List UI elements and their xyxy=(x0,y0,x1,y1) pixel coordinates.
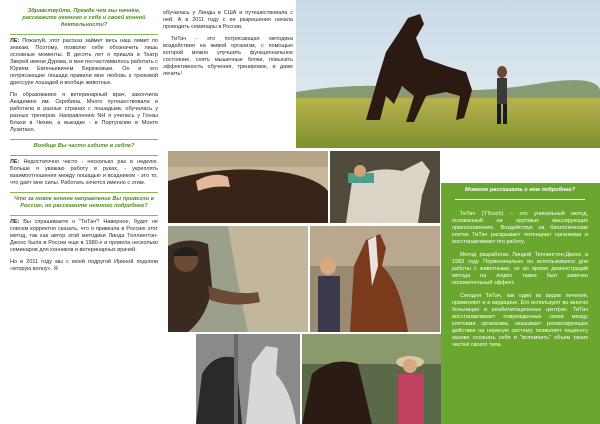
answer-text: Вы спрашиваете о "ТиТач"! Наверное, будет не совсем корректно сказать, что я привезла в Россию этот метод, так как автор этой методики Линда Теллингтон-Джонс была в России еще в 1980-х и провела несколько семинаров для конников и ветеринарных врачей. xyxy=(10,219,158,253)
answer-paragraph-4 xyxy=(10,219,158,254)
text-column-left xyxy=(10,8,158,278)
text-column-panel xyxy=(452,211,588,355)
divider xyxy=(10,215,158,216)
photo-white-horse xyxy=(330,151,440,223)
question-3: Что за новое конное направление Вы привезли в Россию, не расскажите немного подробнее? xyxy=(13,196,154,209)
answer-paragraph-5: Но в 2011 году мы с моей подругой Ириной подняли «вторую волну». Я xyxy=(10,259,158,272)
photo-chestnut-horse xyxy=(310,226,440,332)
question-2: Вообще Вы часто ездите в седле? xyxy=(33,143,135,149)
answer-paragraph-3 xyxy=(10,159,158,187)
speaker-label: ЛЕ: xyxy=(10,219,20,225)
answer-paragraph-2: По образованию я ветеринарный врач, закончила Академию им. Скрябина. Много путешествовала и работала в разных странах с лошадьми, обучалась у разных тренеров. Направлению NH я училась у Гонзы Блахи в Чехии, а выездке - в Португалии в Монте Лузитано. xyxy=(10,92,158,133)
divider xyxy=(10,155,158,156)
panel-paragraph-2: Метод разработан Линдой Теллингтон-Джонс в 1983 году. Первоначально он использовался для работы с животными, но во время демонстраций метода на людях также был замечен положительный эффект. xyxy=(452,252,588,286)
intro-question: Здравствуйте. Прежде чем мы начнём, расскажите немного о себе и своей конной деятельности? xyxy=(22,8,146,28)
text-column-middle xyxy=(163,10,293,83)
photo-rearing-horse xyxy=(296,0,600,148)
answer-text: Пожалуй, этот рассказ займет весь наш лимит по знакам. Поэтому, позволю себе обозначить лишь основные моменты. В десять лет я пришла в Театр Зверей имени Дурова, и мне посчастливилось работать с Юрием Евгеньевичем Бирюковым. Он и его потрясающие лошади привили мне любовь к трюковой дрессуре лошадей и вообще животных. xyxy=(10,38,158,86)
photo-bw-horses xyxy=(196,334,300,424)
speaker-label: ЛЕ: xyxy=(10,38,20,44)
photo-hand-on-horse xyxy=(168,151,328,223)
divider xyxy=(10,34,158,35)
answer-paragraph-1 xyxy=(10,38,158,87)
middle-paragraph-2: ТиТач - это потрясающая методика воздействия на живой организм, с помощью которой можно улучшить функциональное состояние, снять мышечные блоки, повысить эффективность обучения, тренировок, и даже лечить! xyxy=(163,36,293,77)
panel-paragraph-3: Сегодня ТиТач, как один из видов лечения, применяют и в медицине. Его используют во многих больницах и реабилитационных центрах. ТиТач восстанавливает поврежденные связи между клетками организма, оказывает релаксирующее действие на нервную систему, позволяет пациенту заново осознать себя и "вспомнить" объем своих частей своего тела. xyxy=(452,293,588,348)
photo-man-with-horse xyxy=(168,226,308,332)
divider xyxy=(10,139,158,140)
photo-woman-hat-horse xyxy=(302,334,441,424)
panel-paragraph-1: ТиТач (TTouch) – это уникальный метод, основанный на круговых массирующих прикосновениях. Воздействуя на биологические клетки ТиТач раскрывает потенциал организма и восстанавливает его работу. xyxy=(452,211,588,245)
answer-text: Недостаточно часто - несколько раз в неделю. Больше я уважаю работу в руках, - укреплять взаимоотношения между лошадью и всадником - это то, что даёт мне силы. Работать хочется именно с этим. xyxy=(10,159,158,186)
speaker-label: ЛЕ: xyxy=(10,159,20,165)
divider xyxy=(455,199,585,200)
divider xyxy=(10,192,158,193)
panel-question-block xyxy=(455,187,585,203)
panel-question: Можете рассказать о нем подробнее? xyxy=(464,187,576,193)
middle-paragraph-1: обучалась у Линды в США и путешествовала с ней. А в 2011 году с ее разрешения начала проводить семинары в России. xyxy=(163,10,293,30)
